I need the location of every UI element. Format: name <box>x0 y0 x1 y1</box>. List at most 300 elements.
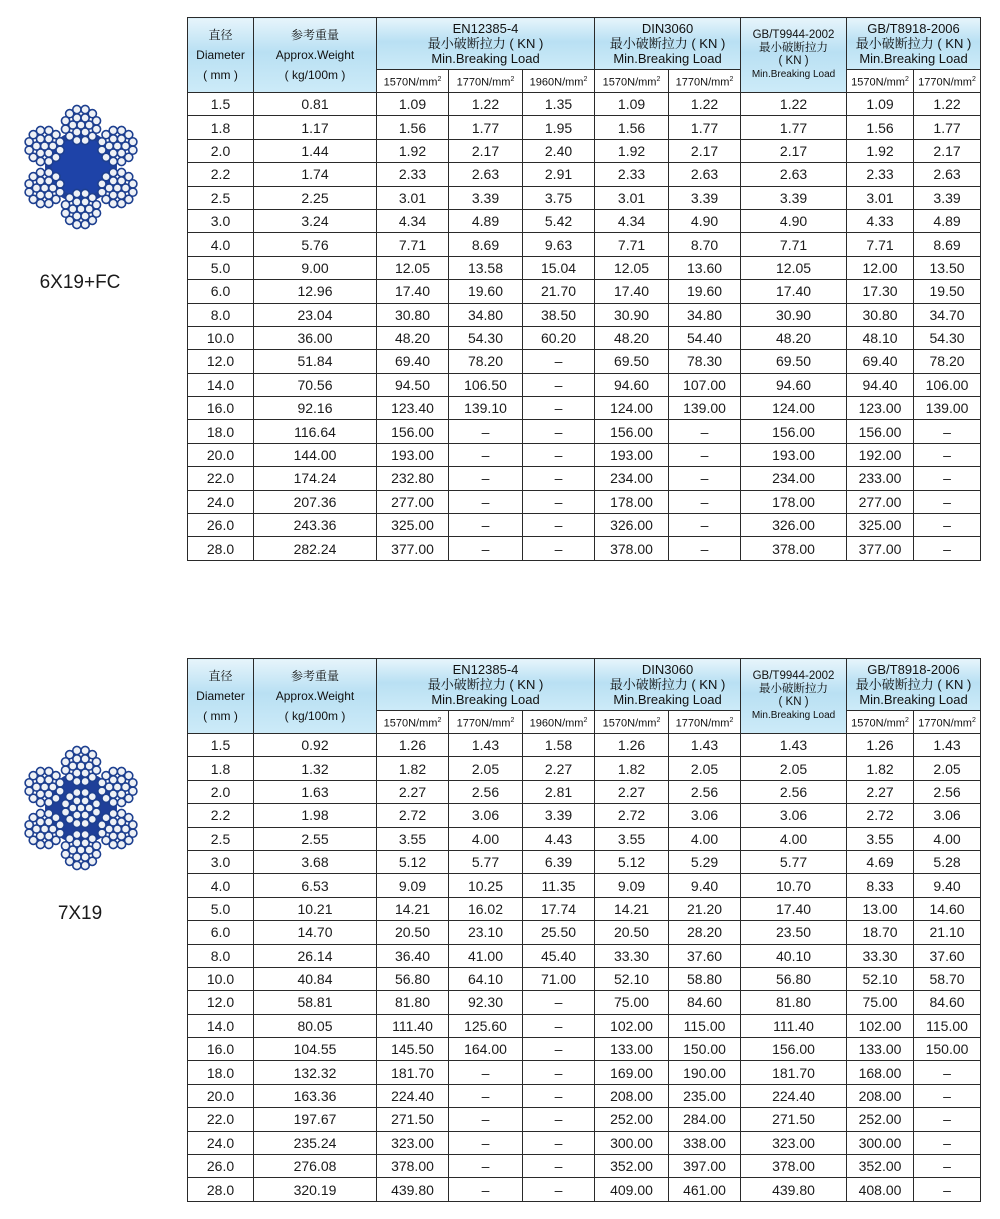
cell-gbt8918-1770: 106.00 <box>914 373 981 396</box>
cell-weight: 0.92 <box>254 734 377 757</box>
cell-din-1770: 150.00 <box>669 1038 741 1061</box>
cell-weight: 276.08 <box>254 1155 377 1178</box>
cell-din-1770: 338.00 <box>669 1131 741 1154</box>
cell-en-1570: 12.05 <box>377 256 449 279</box>
cell-diameter: 10.0 <box>188 326 254 349</box>
cell-din-1570: 1.09 <box>595 93 669 116</box>
cell-en-1960: – <box>523 397 595 420</box>
cell-din-1770: 284.00 <box>669 1108 741 1131</box>
cell-diameter: 1.8 <box>188 757 254 780</box>
table-row <box>188 116 981 139</box>
cell-en-1770: 34.80 <box>449 303 523 326</box>
cell-diameter: 12.0 <box>188 350 254 373</box>
cell-gbt9944: 178.00 <box>741 490 847 513</box>
cell-weight: 163.36 <box>254 1084 377 1107</box>
cell-weight: 144.00 <box>254 443 377 466</box>
cell-en-1570: 439.80 <box>377 1178 449 1201</box>
cell-en-1570: 193.00 <box>377 443 449 466</box>
cell-gbt8918-1770: 1.77 <box>914 116 981 139</box>
cell-weight: 3.24 <box>254 209 377 232</box>
unit-1570: $1570N/mm^2$ <box>377 70 449 93</box>
table-row <box>188 827 981 850</box>
cell-gbt9944: 4.90 <box>741 209 847 232</box>
cell-weight: 243.36 <box>254 514 377 537</box>
cell-din-1570: 300.00 <box>595 1131 669 1154</box>
cell-diameter: 5.0 <box>188 256 254 279</box>
cell-weight: 197.67 <box>254 1108 377 1131</box>
cell-gbt8918-1770: 19.50 <box>914 280 981 303</box>
cell-en-1960: 2.27 <box>523 757 595 780</box>
cell-din-1770: – <box>669 514 741 537</box>
cell-diameter: 2.2 <box>188 163 254 186</box>
cell-gbt8918-1770: – <box>914 467 981 490</box>
cell-diameter: 28.0 <box>188 1178 254 1201</box>
cell-gbt8918-1770: 4.00 <box>914 827 981 850</box>
cell-din-1770: 4.00 <box>669 827 741 850</box>
cell-diameter: 16.0 <box>188 397 254 420</box>
cell-en-1570: 145.50 <box>377 1038 449 1061</box>
unit-1570: $1570N/mm^2$ <box>377 711 449 734</box>
col-header-weight: 参考重量 Approx.Weight ( kg/100m ) <box>254 18 377 93</box>
table-row <box>188 1084 981 1107</box>
rope-type-label: 7X19 <box>57 903 103 924</box>
cell-en-1770: – <box>449 443 523 466</box>
cell-en-1770: 4.89 <box>449 209 523 232</box>
cell-gbt8918-1770: 58.70 <box>914 967 981 990</box>
table-row <box>188 256 981 279</box>
unit-1770: $1770N/mm^2$ <box>449 711 523 734</box>
cell-weight: 1.44 <box>254 139 377 162</box>
cell-gbt8918-1770: 14.60 <box>914 897 981 920</box>
cell-en-1960: 9.63 <box>523 233 595 256</box>
unit-1570: $1570N/mm^2$ <box>595 711 669 734</box>
cell-en-1570: 7.71 <box>377 233 449 256</box>
cell-din-1770: 235.00 <box>669 1084 741 1107</box>
cell-weight: 1.98 <box>254 804 377 827</box>
cell-gbt9944: 378.00 <box>741 537 847 560</box>
cell-gbt8918-1570: 408.00 <box>847 1178 914 1201</box>
table-row <box>188 326 981 349</box>
cell-gbt8918-1770: – <box>914 1061 981 1084</box>
col-header-gbt8918: GB/T8918-2006 最小破断拉力 ( KN ) Min.Breaking Load <box>847 659 981 711</box>
cell-en-1770: 19.60 <box>449 280 523 303</box>
cell-en-1770: 41.00 <box>449 944 523 967</box>
cell-en-1570: 9.09 <box>377 874 449 897</box>
cell-en-1570: 323.00 <box>377 1131 449 1154</box>
cell-en-1960: 38.50 <box>523 303 595 326</box>
cell-din-1570: 133.00 <box>595 1038 669 1061</box>
table-row <box>188 93 981 116</box>
cell-weight: 5.76 <box>254 233 377 256</box>
cell-din-1770: 397.00 <box>669 1155 741 1178</box>
cell-weight: 282.24 <box>254 537 377 560</box>
cell-din-1570: 7.71 <box>595 233 669 256</box>
cell-gbt9944: 234.00 <box>741 467 847 490</box>
cell-din-1570: 1.56 <box>595 116 669 139</box>
cell-gbt8918-1770: 5.28 <box>914 850 981 873</box>
cell-gbt8918-1570: 2.72 <box>847 804 914 827</box>
cell-din-1570: 69.50 <box>595 350 669 373</box>
unit-1570: $1570N/mm^2$ <box>595 70 669 93</box>
cell-en-1960: – <box>523 1155 595 1178</box>
table-row <box>188 780 981 803</box>
cell-en-1770: – <box>449 1108 523 1131</box>
cell-weight: 0.81 <box>254 93 377 116</box>
cell-diameter: 14.0 <box>188 373 254 396</box>
cell-en-1570: 123.40 <box>377 397 449 420</box>
table-row <box>188 874 981 897</box>
table-row <box>188 537 981 560</box>
cell-din-1770: 139.00 <box>669 397 741 420</box>
cell-din-1770: 84.60 <box>669 991 741 1014</box>
cell-din-1570: 409.00 <box>595 1178 669 1201</box>
cell-gbt8918-1570: 168.00 <box>847 1061 914 1084</box>
cell-din-1570: 48.20 <box>595 326 669 349</box>
cell-weight: 10.21 <box>254 897 377 920</box>
cell-en-1960: 71.00 <box>523 967 595 990</box>
cell-en-1960: – <box>523 1131 595 1154</box>
cell-weight: 320.19 <box>254 1178 377 1201</box>
table-row <box>188 1014 981 1037</box>
cell-gbt8918-1770: 2.05 <box>914 757 981 780</box>
cell-diameter: 20.0 <box>188 1084 254 1107</box>
cell-gbt9944: 181.70 <box>741 1061 847 1084</box>
cell-gbt9944: 156.00 <box>741 1038 847 1061</box>
unit-1770: $1770N/mm^2$ <box>669 70 741 93</box>
cell-gbt8918-1770: – <box>914 514 981 537</box>
cell-din-1570: 2.33 <box>595 163 669 186</box>
cell-gbt9944: 30.90 <box>741 303 847 326</box>
cell-din-1770: 4.90 <box>669 209 741 232</box>
cell-en-1570: 14.21 <box>377 897 449 920</box>
cell-din-1570: 2.72 <box>595 804 669 827</box>
cell-en-1960: – <box>523 1038 595 1061</box>
spec-table-6x19-fc <box>187 17 981 561</box>
cell-gbt9944: 3.06 <box>741 804 847 827</box>
cell-gbt8918-1570: 156.00 <box>847 420 914 443</box>
cell-en-1570: 232.80 <box>377 467 449 490</box>
cell-gbt8918-1770: – <box>914 1131 981 1154</box>
unit-1770: $1770N/mm^2$ <box>914 70 981 93</box>
cell-din-1770: 1.43 <box>669 734 741 757</box>
unit-1770: $1770N/mm^2$ <box>449 70 523 93</box>
cell-en-1770: 3.06 <box>449 804 523 827</box>
cell-weight: 132.32 <box>254 1061 377 1084</box>
cell-gbt9944: 5.77 <box>741 850 847 873</box>
cell-gbt8918-1770: 1.22 <box>914 93 981 116</box>
cell-en-1960: 5.42 <box>523 209 595 232</box>
cell-gbt9944: 40.10 <box>741 944 847 967</box>
cell-gbt8918-1570: 18.70 <box>847 921 914 944</box>
cell-din-1570: 52.10 <box>595 967 669 990</box>
cell-en-1960: 3.39 <box>523 804 595 827</box>
cell-gbt8918-1570: 352.00 <box>847 1155 914 1178</box>
table-row <box>188 280 981 303</box>
col-header-en12385: EN12385-4 最小破断拉力 ( KN ) Min.Breaking Load <box>377 18 595 70</box>
cell-gbt8918-1570: 1.92 <box>847 139 914 162</box>
cell-weight: 9.00 <box>254 256 377 279</box>
cell-gbt8918-1570: 3.01 <box>847 186 914 209</box>
unit-1570: $1570N/mm^2$ <box>847 711 914 734</box>
cell-en-1960: – <box>523 467 595 490</box>
table-row <box>188 1178 981 1201</box>
cell-din-1570: 3.01 <box>595 186 669 209</box>
cell-din-1570: 94.60 <box>595 373 669 396</box>
cell-din-1570: 12.05 <box>595 256 669 279</box>
cell-gbt9944: 124.00 <box>741 397 847 420</box>
cell-en-1770: 4.00 <box>449 827 523 850</box>
table-row <box>188 443 981 466</box>
cell-gbt9944: 271.50 <box>741 1108 847 1131</box>
cell-en-1770: 2.63 <box>449 163 523 186</box>
cell-en-1960: – <box>523 373 595 396</box>
cell-diameter: 18.0 <box>188 420 254 443</box>
cell-gbt9944: 2.63 <box>741 163 847 186</box>
cell-en-1770: 92.30 <box>449 991 523 1014</box>
cell-gbt9944: 48.20 <box>741 326 847 349</box>
cell-weight: 92.16 <box>254 397 377 420</box>
cell-diameter: 8.0 <box>188 303 254 326</box>
cell-din-1770: 3.39 <box>669 186 741 209</box>
cell-en-1570: 30.80 <box>377 303 449 326</box>
cell-gbt8918-1570: 192.00 <box>847 443 914 466</box>
col-header-weight: 参考重量 Approx.Weight ( kg/100m ) <box>254 659 377 734</box>
cell-en-1770: – <box>449 1061 523 1084</box>
cell-din-1770: 37.60 <box>669 944 741 967</box>
cell-gbt9944: 1.43 <box>741 734 847 757</box>
cell-en-1570: 3.55 <box>377 827 449 850</box>
cell-weight: 12.96 <box>254 280 377 303</box>
cell-en-1770: 1.77 <box>449 116 523 139</box>
cell-din-1570: 193.00 <box>595 443 669 466</box>
table-row <box>188 1038 981 1061</box>
cell-weight: 70.56 <box>254 373 377 396</box>
cell-diameter: 18.0 <box>188 1061 254 1084</box>
cell-en-1770: – <box>449 514 523 537</box>
cell-weight: 3.68 <box>254 850 377 873</box>
cell-weight: 207.36 <box>254 490 377 513</box>
cell-gbt8918-1570: 8.33 <box>847 874 914 897</box>
cell-gbt8918-1570: 123.00 <box>847 397 914 420</box>
cell-en-1770: 139.10 <box>449 397 523 420</box>
cell-gbt8918-1770: – <box>914 443 981 466</box>
cell-diameter: 16.0 <box>188 1038 254 1061</box>
cell-din-1570: 169.00 <box>595 1061 669 1084</box>
cell-gbt8918-1770: 34.70 <box>914 303 981 326</box>
cell-diameter: 2.0 <box>188 139 254 162</box>
rope-type-label: 6X19+FC <box>39 272 121 293</box>
cell-diameter: 4.0 <box>188 233 254 256</box>
cell-gbt8918-1770: – <box>914 420 981 443</box>
cell-en-1960: – <box>523 1108 595 1131</box>
cell-gbt8918-1570: 1.09 <box>847 93 914 116</box>
cell-gbt9944: 69.50 <box>741 350 847 373</box>
cell-en-1570: 1.09 <box>377 93 449 116</box>
cell-din-1770: – <box>669 467 741 490</box>
cell-din-1570: 252.00 <box>595 1108 669 1131</box>
cell-gbt9944: 111.40 <box>741 1014 847 1037</box>
unit-1570: $1570N/mm^2$ <box>847 70 914 93</box>
cell-diameter: 2.5 <box>188 827 254 850</box>
cell-en-1570: 69.40 <box>377 350 449 373</box>
cell-din-1570: 124.00 <box>595 397 669 420</box>
cell-din-1770: 2.56 <box>669 780 741 803</box>
cell-gbt8918-1770: – <box>914 537 981 560</box>
cell-gbt9944: 2.56 <box>741 780 847 803</box>
cell-gbt8918-1570: 13.00 <box>847 897 914 920</box>
cell-en-1770: 2.05 <box>449 757 523 780</box>
cell-gbt8918-1770: 8.69 <box>914 233 981 256</box>
cell-diameter: 3.0 <box>188 209 254 232</box>
cell-en-1770: 106.50 <box>449 373 523 396</box>
cell-din-1770: 28.20 <box>669 921 741 944</box>
col-header-gbt9944: GB/T9944-2002 最小破断拉力 ( KN ) Min.Breaking Load <box>741 659 847 734</box>
cell-gbt8918-1770: 150.00 <box>914 1038 981 1061</box>
cell-en-1570: 36.40 <box>377 944 449 967</box>
cell-en-1960: – <box>523 1178 595 1201</box>
cell-gbt8918-1570: 102.00 <box>847 1014 914 1037</box>
cell-weight: 40.84 <box>254 967 377 990</box>
cell-gbt9944: 94.60 <box>741 373 847 396</box>
cell-diameter: 3.0 <box>188 850 254 873</box>
cell-gbt9944: 156.00 <box>741 420 847 443</box>
cell-en-1960: 17.74 <box>523 897 595 920</box>
cell-din-1770: – <box>669 420 741 443</box>
cell-din-1570: 17.40 <box>595 280 669 303</box>
cell-gbt8918-1770: 2.56 <box>914 780 981 803</box>
cell-en-1770: 2.17 <box>449 139 523 162</box>
cell-diameter: 1.5 <box>188 734 254 757</box>
cell-din-1570: 1.92 <box>595 139 669 162</box>
cell-din-1770: 2.05 <box>669 757 741 780</box>
cell-gbt8918-1770: – <box>914 490 981 513</box>
cell-gbt9944: 193.00 <box>741 443 847 466</box>
table-row <box>188 467 981 490</box>
cell-en-1770: 54.30 <box>449 326 523 349</box>
cell-weight: 1.17 <box>254 116 377 139</box>
cell-gbt8918-1770: 3.39 <box>914 186 981 209</box>
cell-weight: 80.05 <box>254 1014 377 1037</box>
cell-en-1770: 13.58 <box>449 256 523 279</box>
cell-en-1570: 181.70 <box>377 1061 449 1084</box>
cell-gbt8918-1570: 252.00 <box>847 1108 914 1131</box>
cell-gbt9944: 23.50 <box>741 921 847 944</box>
cell-gbt8918-1770: – <box>914 1108 981 1131</box>
cell-weight: 14.70 <box>254 921 377 944</box>
cell-diameter: 2.2 <box>188 804 254 827</box>
cell-en-1570: 2.27 <box>377 780 449 803</box>
col-header-din3060: DIN3060 最小破断拉力 ( KN ) Min.Breaking Load <box>595 659 741 711</box>
cell-en-1960: 21.70 <box>523 280 595 303</box>
cell-din-1770: 5.29 <box>669 850 741 873</box>
cell-en-1570: 325.00 <box>377 514 449 537</box>
cell-en-1770: – <box>449 490 523 513</box>
cell-en-1960: 2.40 <box>523 139 595 162</box>
cell-din-1770: – <box>669 537 741 560</box>
cell-weight: 2.25 <box>254 186 377 209</box>
cell-din-1570: 33.30 <box>595 944 669 967</box>
cell-gbt9944: 323.00 <box>741 1131 847 1154</box>
table-row <box>188 757 981 780</box>
cell-din-1770: 9.40 <box>669 874 741 897</box>
cell-gbt9944: 224.40 <box>741 1084 847 1107</box>
cell-en-1770: – <box>449 420 523 443</box>
cell-gbt8918-1570: 377.00 <box>847 537 914 560</box>
cell-en-1960: – <box>523 514 595 537</box>
cell-din-1770: 34.80 <box>669 303 741 326</box>
cell-gbt8918-1570: 233.00 <box>847 467 914 490</box>
cell-en-1570: 111.40 <box>377 1014 449 1037</box>
table-row <box>188 1155 981 1178</box>
cell-gbt8918-1570: 1.26 <box>847 734 914 757</box>
table-row <box>188 1061 981 1084</box>
cell-gbt9944: 10.70 <box>741 874 847 897</box>
cell-diameter: 12.0 <box>188 991 254 1014</box>
cell-diameter: 1.5 <box>188 93 254 116</box>
cell-din-1570: 234.00 <box>595 467 669 490</box>
cell-gbt8918-1570: 4.33 <box>847 209 914 232</box>
cell-en-1570: 5.12 <box>377 850 449 873</box>
cell-en-1960: 3.75 <box>523 186 595 209</box>
table-row <box>188 490 981 513</box>
cell-en-1570: 56.80 <box>377 967 449 990</box>
cell-diameter: 26.0 <box>188 1155 254 1178</box>
cell-din-1770: 13.60 <box>669 256 741 279</box>
cell-diameter: 24.0 <box>188 1131 254 1154</box>
cell-gbt9944: 3.39 <box>741 186 847 209</box>
cell-en-1770: – <box>449 1155 523 1178</box>
col-header-din3060: DIN3060 最小破断拉力 ( KN ) Min.Breaking Load <box>595 18 741 70</box>
unit-1960: $1960N/mm^2$ <box>523 711 595 734</box>
cell-gbt8918-1570: 17.30 <box>847 280 914 303</box>
cell-diameter: 10.0 <box>188 967 254 990</box>
cell-gbt9944: 378.00 <box>741 1155 847 1178</box>
cell-gbt8918-1770: 13.50 <box>914 256 981 279</box>
cell-en-1960: – <box>523 991 595 1014</box>
col-header-diameter: 直径 Diameter ( mm ) <box>188 659 254 734</box>
table-row <box>188 163 981 186</box>
cell-en-1570: 81.80 <box>377 991 449 1014</box>
cell-din-1570: 1.26 <box>595 734 669 757</box>
table-row <box>188 804 981 827</box>
cell-weight: 104.55 <box>254 1038 377 1061</box>
cell-en-1770: 3.39 <box>449 186 523 209</box>
cell-gbt8918-1770: 54.30 <box>914 326 981 349</box>
cell-en-1960: – <box>523 350 595 373</box>
table-row <box>188 1131 981 1154</box>
cell-gbt9944: 1.22 <box>741 93 847 116</box>
cell-gbt8918-1770: 37.60 <box>914 944 981 967</box>
cell-weight: 1.32 <box>254 757 377 780</box>
cell-din-1570: 75.00 <box>595 991 669 1014</box>
cell-gbt8918-1570: 2.27 <box>847 780 914 803</box>
table-row <box>188 944 981 967</box>
cell-en-1570: 378.00 <box>377 1155 449 1178</box>
cell-en-1570: 94.50 <box>377 373 449 396</box>
cell-gbt9944: 439.80 <box>741 1178 847 1201</box>
table-row <box>188 186 981 209</box>
unit-1770: $1770N/mm^2$ <box>669 711 741 734</box>
cell-en-1570: 2.33 <box>377 163 449 186</box>
cell-weight: 2.55 <box>254 827 377 850</box>
col-header-gbt9944: GB/T9944-2002 最小破断拉力 ( KN ) Min.Breaking Load <box>741 18 847 93</box>
col-header-gbt8918: GB/T8918-2006 最小破断拉力 ( KN ) Min.Breaking Load <box>847 18 981 70</box>
table-row <box>188 209 981 232</box>
cell-gbt8918-1570: 1.82 <box>847 757 914 780</box>
cell-din-1770: 107.00 <box>669 373 741 396</box>
cell-en-1570: 156.00 <box>377 420 449 443</box>
col-header-en12385: EN12385-4 最小破断拉力 ( KN ) Min.Breaking Load <box>377 659 595 711</box>
